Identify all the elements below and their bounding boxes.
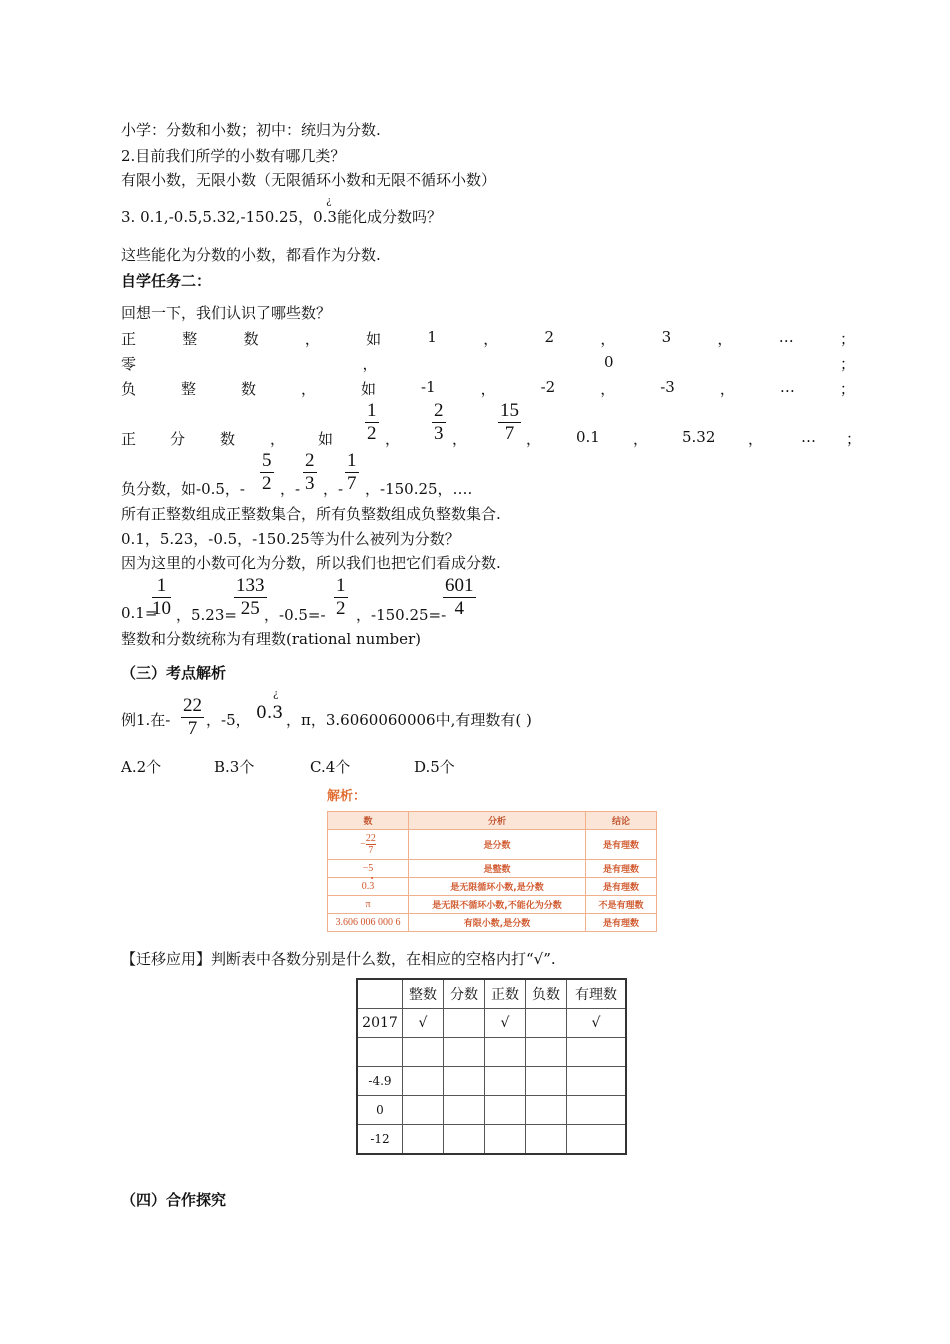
section-4-heading: （四）合作探究 [121,1191,227,1209]
option-c[interactable]: C.4个 [310,758,351,776]
fraction: $\frac{601}{4}$ [445,575,474,619]
repeat-dot-icon: • [370,874,374,883]
fraction: $\frac{2}{3}$ [434,400,444,444]
fraction: $\frac{1}{10}$ [152,575,171,619]
line-rational-definition: 整数和分数统称为有理数(rational number) [121,630,422,648]
table-header: 数 分析 结论 [328,812,657,830]
fraction: $\frac{2}{3}$ [305,450,315,494]
task-2-heading: 自学任务二： [121,272,212,290]
classification-table [356,978,627,1155]
analysis-table [327,811,657,932]
repeat-dot-icon: ¿ [326,196,332,207]
table-row: − 22 7 是分数 是有理数 [328,830,657,860]
fraction: $\frac{15}{7}$ [500,400,519,444]
line-why-fractions: 0.1，5.23，-0.5，-150.25等为什么被列为分数？ [121,530,460,548]
table-row: 0 [357,1096,626,1125]
table-header: 整数 分数 正数 负数 有理数 [357,979,626,1009]
analysis-title: 解析： [327,789,367,804]
fraction: $\frac{1}{2}$ [336,575,346,619]
fraction: $\frac{133}{25}$ [236,575,265,619]
line-because: 因为这里的小数可化为分数，所以我们也把它们看成分数. [121,554,501,572]
fraction: $\frac{1}{7}$ [347,450,357,494]
line-question-3: 3. 0.1,-0.5,5.32,-150.25， ¿ 0.3能化成分数吗？ [121,196,442,226]
table-row: −5 是整数 是有理数 [328,860,657,878]
line-view-as-fraction: 这些能化为分数的小数，都看作为分数. [121,246,381,264]
line-integer-sets: 所有正整数组成正整数集合，所有负整数组成负整数集合. [121,505,501,523]
line-question-2: 2.目前我们所学的小数有哪几类？ [121,147,346,165]
row-positive-integers: 正 整 数 ， 如 1 ， 2 ， 3 ， … ； [121,328,855,348]
option-b[interactable]: B.3个 [214,758,255,776]
option-d[interactable]: D.5个 [414,758,455,776]
line-decimal-types: 有限小数，无限小数（无限循环小数和无限不循环小数） [121,171,497,189]
table-row: • 0.3 是无限循环小数,是分数 是有理数 [328,878,657,896]
fraction: $\frac{5}{2}$ [262,450,272,494]
option-a[interactable]: A.2个 [121,758,162,776]
table-row: -12 [357,1125,626,1155]
table-row: 2017 √ √ √ [357,1009,626,1038]
line-primary-junior: 小学：分数和小数；初中：统归为分数. [121,121,381,139]
table-row [357,1038,626,1067]
table-row: -4.9 [357,1067,626,1096]
repeat-dot-icon: ¿ [273,689,279,700]
line-recall: 回想一下，我们认识了哪些数？ [121,304,332,322]
table-row: π 是无限不循环小数,不能化为分数 不是有理数 [328,896,657,914]
transfer-instruction: 【迁移应用】判断表中各数分别是什么数，在相应的空格内打“√”. [121,950,556,968]
row-zero: 零 ， 0 ； [121,353,855,373]
row-negative-integers: 负 整 数 ， 如 -1 ， -2 ， -3 ， … ； [121,378,855,398]
fraction: $\frac{22}{7}$ [183,695,202,739]
table-row: 3.606 006 000 6 有限小数,是分数 是有理数 [328,914,657,932]
section-3-heading: （三）考点解析 [121,664,227,682]
fraction: $\frac{1}{2}$ [367,400,377,444]
